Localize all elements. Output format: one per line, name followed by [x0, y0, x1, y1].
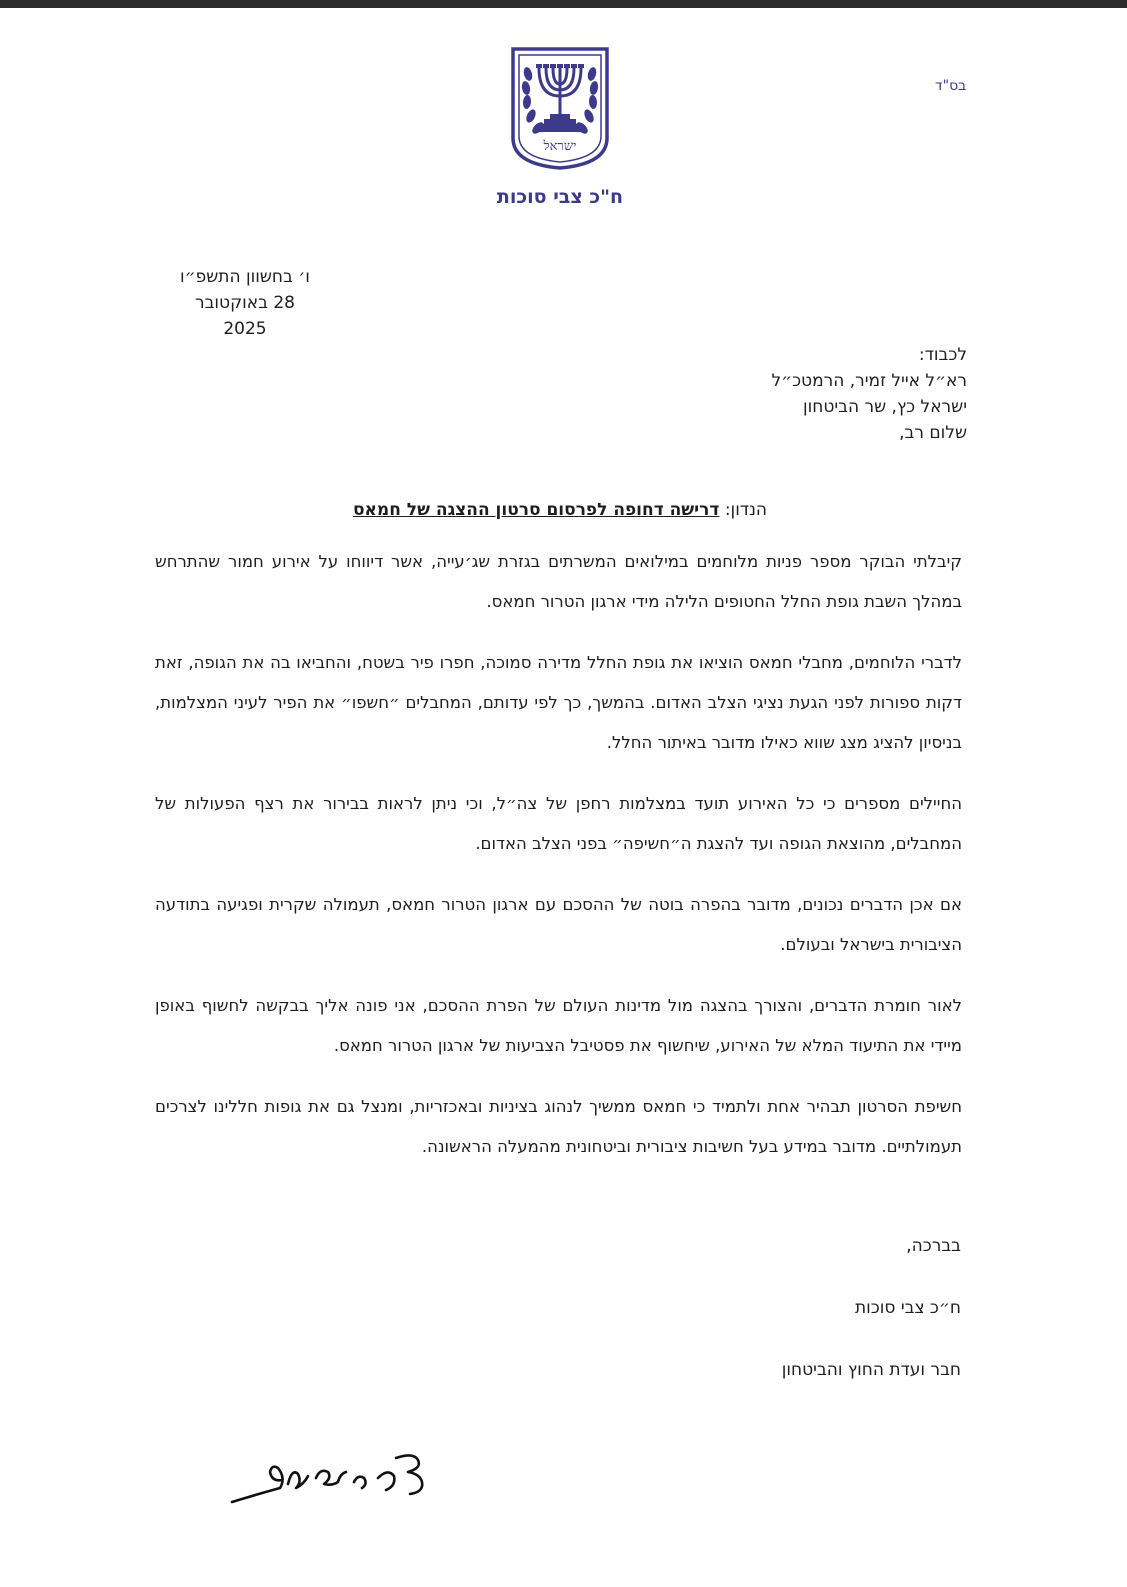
gregorian-date: 28 באוקטובר [194, 293, 295, 313]
to-label: לכבוד: [918, 345, 967, 365]
bsd-mark: בס"ד [935, 78, 967, 94]
recipient-chief-of-staff: רא״ל אייל זמיר, הרמטכ״ל [771, 371, 967, 391]
regards: בברכה, [906, 1236, 961, 1256]
signer-name: ח״כ צבי סוכות [854, 1298, 961, 1318]
paragraph: אם אכן הדברים נכונים, מדובר בהפרה בוטה של ההסכם עם ארגון הטרור חמאס, תעמולה שקרית ופגיעה בתודעה הציבורית בישראל ובעולם. [155, 895, 962, 954]
svg-text:ישראל: ישראל [543, 139, 577, 154]
paragraph: חשיפת הסרטון תבהיר אחת ולתמיד כי חמאס ממשיך לנהוג בציניות ובאכזריות, ומנצל גם את גופות חללינו לצרכים תעמולתיים. מדובר במידע בעל חשיבות ציבורית וביטחונית מהמעלה הראשונה. [155, 1097, 962, 1156]
date-block [150, 264, 340, 342]
paragraph: החיילים מספרים כי כל האירוע תועד במצלמות רחפן של צה״ל, וכי ניתן לראות בבירור את רצף הפעולות של המחבלים, מהוצאת הגופה ועד להצגת ה״חשיפה״ בפני הצלב האדום. [155, 794, 962, 853]
paragraph: לדברי הלוחמים, מחבלי חמאס הוציאו את גופת החלל מדירה סמוכה, חפרו פיר בשטח, והחביאו בה את הגופה, זאת דקות ספורות לפני הגעת נציגי הצלב האדום. בהמשך, כך לפי עדותם, המחבלים ״חשפו״ את הפיר לעיני המצלמות, בניסיון להציג מצג שווא כאילו מדובר באיתור החלל. [155, 653, 962, 752]
state-emblem-icon [510, 46, 610, 171]
paragraph: קיבלתי הבוקר מספר פניות מלוחמים במילואים המשרתים בגזרת שג׳עייה, אשר דיווחו על אירוע חמור שהתרחש במהלך השבת גופת החלל החטופים הלילה מידי ארגון הטרור חמאס. [155, 552, 962, 611]
handwritten-signature [228, 1438, 438, 1518]
letterhead-name: ח"כ צבי סוכות [496, 186, 624, 208]
closing-block [461, 1236, 961, 1422]
recipient-defense-minister: ישראל כץ, שר הביטחון [802, 397, 967, 417]
year: 2025 [223, 319, 267, 339]
hebrew-date: ו׳ בחשוון התשפ״ו [180, 267, 310, 287]
letter-body [155, 542, 962, 1188]
greeting: שלום רב, [899, 423, 967, 443]
subject-label: הנדון: [724, 500, 768, 520]
subject-text: דרישה דחופה לפרסום סרטון ההצגה של חמאס [352, 500, 720, 520]
top-bar [0, 0, 1127, 8]
signer-title: חבר ועדת החוץ והביטחון [781, 1360, 961, 1380]
addressee-block [467, 342, 967, 446]
subject-line [0, 500, 1120, 520]
paragraph: לאור חומרת הדברים, והצורך בהצגה מול מדינות העולם של הפרת ההסכם, אני פונה אליך בבקשה לחשוף באופן מיידי את התיעוד המלא של האירוע, שיחשוף את פסטיבל הצביעות של ארגון הטרור חמאס. [155, 996, 962, 1055]
